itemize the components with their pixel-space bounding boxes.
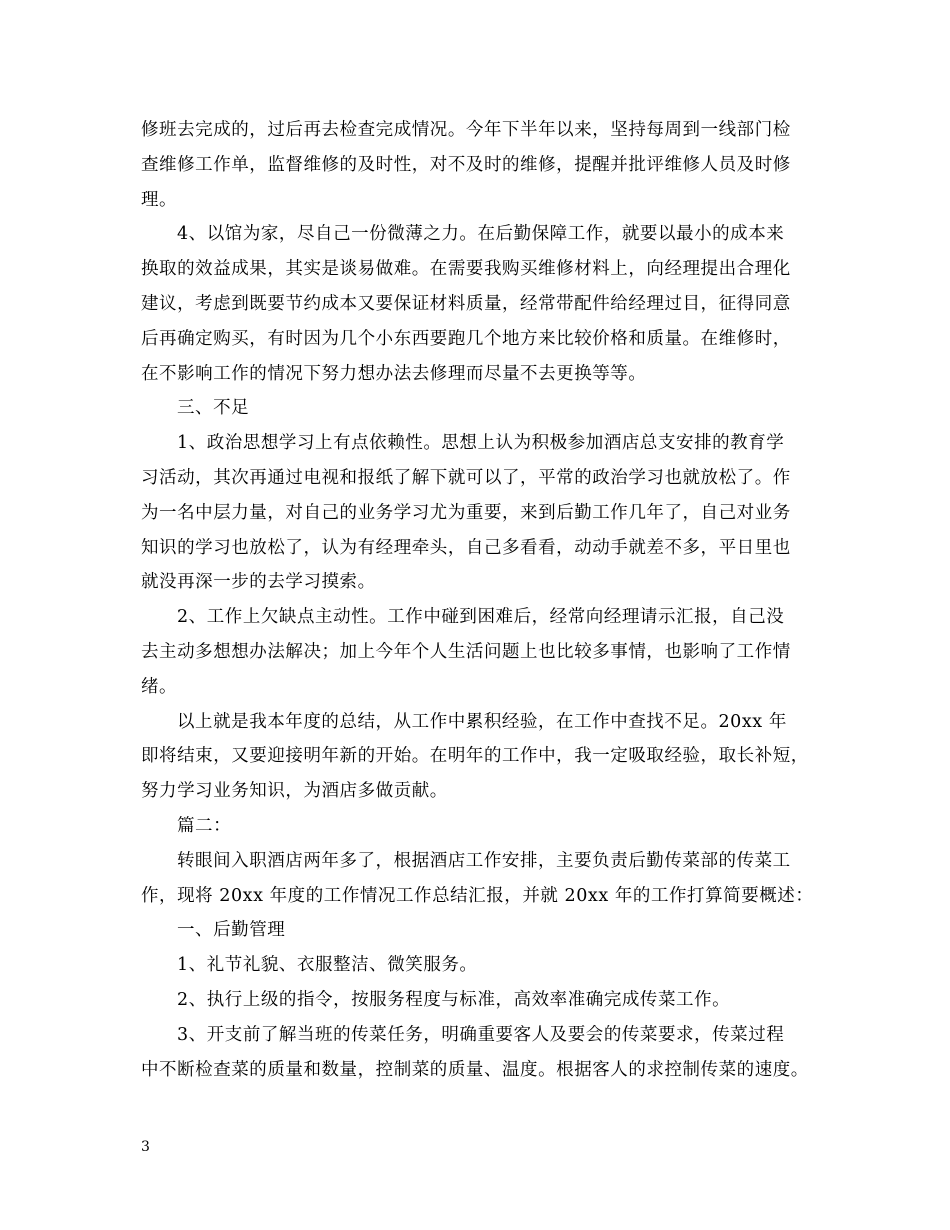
- list-item-etiquette: [141, 948, 841, 983]
- text-line: 修班去完成的，过后再去检查完成情况。今年下半年以来，坚持每周到一线部门检: [141, 120, 791, 140]
- section-heading-logistics: [141, 913, 841, 948]
- paragraph-initiative: [141, 600, 841, 704]
- text-line: 就没再深一步的去学习摸索。: [141, 572, 376, 593]
- text-line: 中不断检查菜的质量和数量，控制菜的质量、温度。根据客人的求控制传菜的速度。: [141, 1059, 809, 1080]
- text-line: 作，现将 20xx 年度的工作情况工作总结汇报，并就 20xx 年的工作打算简要概述：: [141, 885, 814, 906]
- text-line: 4、以馆为家，尽自己一份微薄之力。在后勤保障工作，就要以最小的成本来: [177, 224, 785, 245]
- text-line: 习活动，其次再通过电视和报纸了解下就可以了，平常的政治学习也就放松了。作: [141, 467, 791, 488]
- text-line: 篇二：: [177, 815, 232, 836]
- text-line: 转眼间入职酒店两年多了，根据酒店工作安排，主要负责后勤传菜部的传菜工: [177, 850, 791, 871]
- text-line: 知识的学习也放松了，认为有经理牵头，自己多看看，动动手就差不多，平日里也: [141, 537, 791, 558]
- text-line: 一、后勤管理: [177, 920, 286, 941]
- paragraph-introduction: [141, 844, 841, 914]
- document-body: [141, 113, 841, 1087]
- text-line: 后再确定购买，有时因为几个小东西要跑几个地方来比较价格和质量。在维修时，: [141, 328, 791, 349]
- text-line: 2、工作上欠缺点主动性。工作中碰到困难后，经常向经理请示汇报，自己没: [177, 607, 785, 628]
- paragraph-cost-saving: [141, 217, 841, 391]
- text-line: 即将结束，又要迎接明年新的开始。在明年的工作中，我一定吸取经验，取长补短，: [141, 746, 809, 767]
- text-line: 在不影响工作的情况下努力想办法去修理而尽量不去更换等等。: [141, 363, 647, 384]
- paragraph-repair-followup: [141, 113, 841, 217]
- text-line: 建议，考虑到既要节约成本又要保证材料质量，经常带配件给经理过目，征得同意: [141, 293, 791, 314]
- list-item-instructions: [141, 983, 841, 1018]
- section-heading-shortcomings: [141, 391, 841, 426]
- text-line: 2、执行上级的指令，按服务程度与标准，高效率准确完成传菜工作。: [177, 989, 731, 1010]
- text-line: 3、开支前了解当班的传菜任务，明确重要客人及要会的传菜要求，传菜过程: [177, 1024, 785, 1045]
- text-line: 努力学习业务知识，为酒店多做贡献。: [141, 781, 448, 802]
- paragraph-political-study: [141, 426, 841, 600]
- text-line: 以上就是我本年度的总结，从工作中累积经验，在工作中查找不足。20xx 年: [177, 711, 787, 732]
- text-line: 查维修工作单，监督维修的及时性，对不及时的维修，提醒并批评维修人员及时修: [141, 154, 791, 175]
- text-line: 换取的效益成果，其实是谈易做难。在需要我购买维修材料上，向经理提出合理化: [141, 259, 791, 280]
- text-line: 三、不足: [177, 398, 250, 419]
- text-line: 1、礼节礼貌、衣服整洁、微笑服务。: [177, 955, 478, 976]
- text-line: 为一名中层力量，对自己的业务学习尤为重要，来到后勤工作几年了，自己对业务: [141, 502, 791, 523]
- paragraph-summary: [141, 705, 841, 809]
- text-line: 1、政治思想学习上有点依赖性。思想上认为积极参加酒店总支安排的教育学: [177, 433, 785, 454]
- list-item-dish-service: [141, 1018, 841, 1088]
- text-line: 理。: [141, 189, 178, 210]
- page-number: 3: [141, 1139, 150, 1155]
- section-heading-part-two: [141, 809, 841, 844]
- text-line: 去主动多想想办法解决；加上今年个人生活问题上也比较多事情，也影响了工作情: [141, 641, 791, 662]
- text-line: 绪。: [141, 676, 178, 697]
